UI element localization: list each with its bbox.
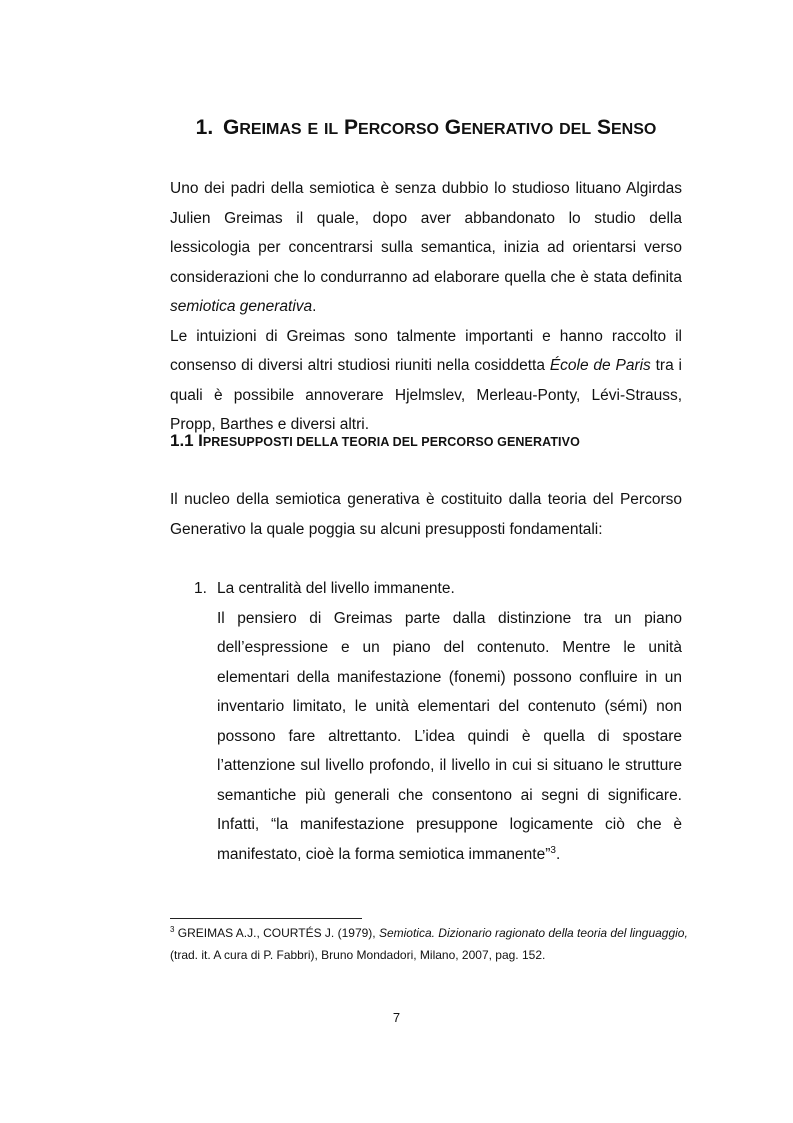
chapter-title-word: PERCORSO [344,116,439,139]
page-number: 7 [392,1010,401,1025]
chapter-title-word: IL [323,121,339,138]
chapter-title-word: DEL [559,121,592,138]
list-marker: 1. [194,580,207,597]
chapter-title-word: E [307,121,319,138]
chapter-title-word: SENSO [596,116,657,139]
footnote-separator [170,918,362,919]
footnote-marker: 3 [170,925,175,934]
section-title-cap: I [198,431,203,450]
footnote: $^3$ GREIMAS A.J., COURTÉS J. (1979), Semiotica. Dizionario ragionato della teoria del linguaggio, (trad. it. A cura di P. Fabbri), Bruno Mondadori, Milano, 2007, pag. 152. [170,925,688,962]
list-item-heading: La centralità del livello immanente. [217,580,455,597]
intro-text [170,174,682,440]
intro-paragraph-2: Le intuizioni di Greimas sono talmente importanti e hanno raccolto il consenso di diversi altri studiosi riuniti nella cosiddetta École de Paris tra i quali è possibile annoverare Hjelmslev, Merleau-Ponty, Lévi-Strauss, Propp, Barthes e diversi altri. [170,327,682,433]
chapter-title-word: GENERATIVO [444,116,554,139]
chapter-number: 1. [195,116,214,139]
intro-paragraph-1: Uno dei padri della semiotica è senza dubbio lo studioso lituano Algirdas Julien Greimas il quale, dopo aver abbandonato lo studio della lessicologia per concentrarsi sulla semantica, inizia ad orientarsi verso considerazioni che lo condurranno ad elaborare quella che è stata definita semiotica generativa. [170,180,682,315]
nucleo-paragraph: Il nucleo della semiotica generativa è costituito dalla teoria del Percorso Generativo la quale poggia su alcuni presupposti fondamentali: [170,491,682,538]
chapter-title [170,116,682,140]
section-heading [170,431,580,451]
list-item-body: Il pensiero di Greimas parte dalla distinzione tra un piano dell’espressione e un piano del contenuto. Mentre le unità elementari della manifestazione (fonemi) possono confluire in un inventario limitato, le unità elementari del contenuto (sémi) non possono fare altrettanto. L’idea quindi è quella di spostare l’attenzione sul livello profondo, il livello in cui si situano le strutture semantiche più generali che consentono ai segni di significare. Infatti, “la manifestazione presuppone logicamente ciò che è manifestato, cioè la forma semiotica immanente”$^3$. [217,609,682,863]
numbered-list [170,574,682,869]
chapter-title-word: GREIMAS [223,116,302,139]
section-number: 1.1 [170,431,194,450]
section-title-rest: PRESUPPOSTI DELLA TEORIA DEL PERCORSO GENERATIVO [202,435,580,449]
footnote-reference[interactable]: 3 [550,844,556,856]
list-item [170,574,682,869]
